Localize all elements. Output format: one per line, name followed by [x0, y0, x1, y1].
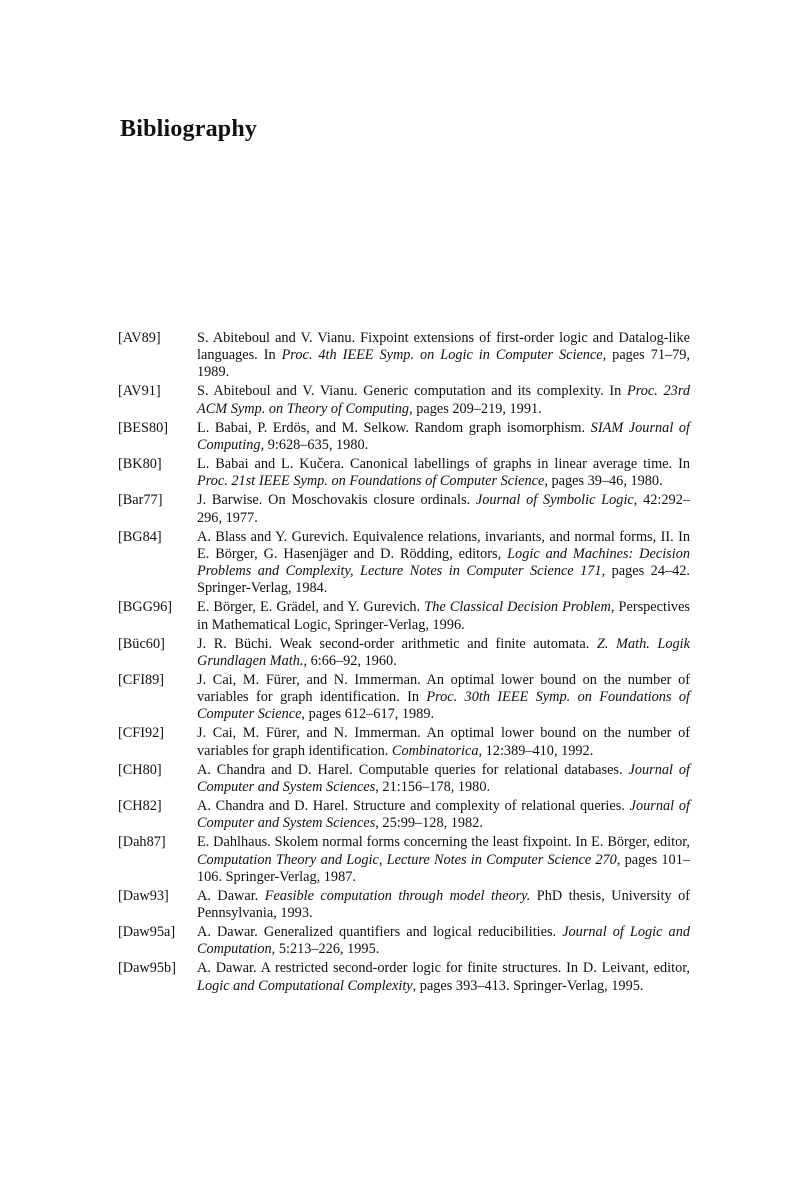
- reference-entry: [118, 383, 690, 417]
- citation-key: [BK80]: [118, 456, 162, 473]
- citation-key: [Daw95b]: [118, 960, 176, 977]
- reference-entry: [118, 456, 690, 490]
- reference-entry: [118, 672, 690, 723]
- reference-entry: [118, 492, 690, 526]
- reference-entry: [118, 725, 690, 759]
- citation-text: A. Blass and Y. Gurevich. Equivalence relations, invariants, and normal forms, II. In E. Börger, G. Hasenjäger and D. Rödding, editors, Logic and Machines: Decision Problems and Complexity, Lecture Notes in Computer Science 171, pages 24–42. Springer-Verlag, 1984.: [197, 528, 691, 597]
- citation-text: E. Börger, E. Grädel, and Y. Gurevich. The Classical Decision Problem, Perspectives in Mathematical Logic, Springer-Verlag, 1996.: [197, 599, 690, 633]
- citation-text: J. Cai, M. Fürer, and N. Immerman. An optimal lower bound on the number of variables for graph identification. Combinatorica, 12:389–410, 1992.: [197, 725, 690, 759]
- citation-key: [AV89]: [118, 330, 161, 346]
- citation-text: A. Dawar. A restricted second-order logic for finite structures. In D. Leivant, editor, Logic and Computational Complexity, pages 393–413. Springer-Verlag, 1995.: [197, 960, 690, 994]
- citation-key: [Daw95a]: [118, 924, 176, 941]
- citation-key: [Daw93]: [118, 887, 169, 904]
- citation-text: A. Dawar. Generalized quantifiers and logical reducibilities. Journal of Logic and Computation, 5:213–226, 1995.: [197, 924, 690, 958]
- citation-text: L. Babai and L. Kučera. Canonical labellings of graphs in linear average time. In Proc. 21st IEEE Symp. on Foundations of Computer Science, pages 39–46, 1980.: [197, 456, 690, 490]
- citation-key: [CFI92]: [118, 725, 165, 742]
- citation-text: E. Dahlhaus. Skolem normal forms concerning the least fixpoint. In E. Börger, editor, Computation Theory and Logic, Lecture Notes in Computer Science 270, pages 101–106. Springer-Verlag, 1987.: [197, 834, 690, 885]
- reference-entry: [118, 924, 690, 958]
- citation-text: L. Babai, P. Erdös, and M. Selkow. Random graph isomorphism. SIAM Journal of Computing, 9:628–635, 1980.: [197, 419, 690, 453]
- citation-text: J. Cai, M. Fürer, and N. Immerman. An optimal lower bound on the number of variables for graph identification. In Proc. 30th IEEE Symp. on Foundations of Computer Science, pages 612–617, 1989.: [197, 671, 690, 723]
- reference-entry: [118, 529, 690, 598]
- citation-text: S. Abiteboul and V. Vianu. Fixpoint extensions of first-order logic and Datalog-like languages. In Proc. 4th IEEE Symp. on Logic in Computer Science, pages 71–79, 1989.: [197, 330, 690, 381]
- reference-entry: [118, 599, 690, 633]
- citation-key: [BES80]: [118, 419, 169, 436]
- citation-key: [Büc60]: [118, 635, 165, 652]
- citation-key: [AV91]: [118, 383, 161, 400]
- citation-key: [Bar77]: [118, 492, 163, 509]
- page-title: Bibliography: [120, 116, 258, 142]
- citation-key: [Dah87]: [118, 834, 166, 851]
- reference-entry: [118, 636, 690, 670]
- citation-key: [CH82]: [118, 798, 162, 815]
- reference-entry: [118, 420, 690, 454]
- citation-key: [BGG96]: [118, 599, 173, 616]
- citation-key: [CFI89]: [118, 671, 165, 688]
- citation-text: J. Barwise. On Moschovakis closure ordinals. Journal of Symbolic Logic, 42:292–296, 1977.: [197, 492, 690, 526]
- reference-entry: [118, 762, 690, 796]
- citation-key: [CH80]: [118, 761, 162, 778]
- reference-entry: [118, 960, 690, 994]
- citation-text: S. Abiteboul and V. Vianu. Generic computation and its complexity. In Proc. 23rd ACM Symp. on Theory of Computing, pages 209–219, 1991.: [197, 383, 690, 417]
- reference-entry: [118, 330, 690, 381]
- reference-entry: [118, 834, 690, 885]
- citation-text: A. Dawar. Feasible computation through model theory. PhD thesis, University of Pennsylvania, 1993.: [197, 887, 690, 921]
- reference-entry: [118, 798, 690, 832]
- citation-text: A. Chandra and D. Harel. Structure and complexity of relational queries. Journal of Computer and System Sciences, 25:99–128, 1982.: [197, 798, 691, 832]
- citation-key: [BG84]: [118, 528, 162, 545]
- citation-text: A. Chandra and D. Harel. Computable queries for relational databases. Journal of Computer and System Sciences, 21:156–178, 1980.: [197, 761, 690, 795]
- reference-entry: [118, 888, 690, 922]
- reference-list: [118, 330, 690, 997]
- citation-text: J. R. Büchi. Weak second-order arithmetic and finite automata. Z. Math. Logik Grundlagen Math., 6:66–92, 1960.: [197, 635, 690, 669]
